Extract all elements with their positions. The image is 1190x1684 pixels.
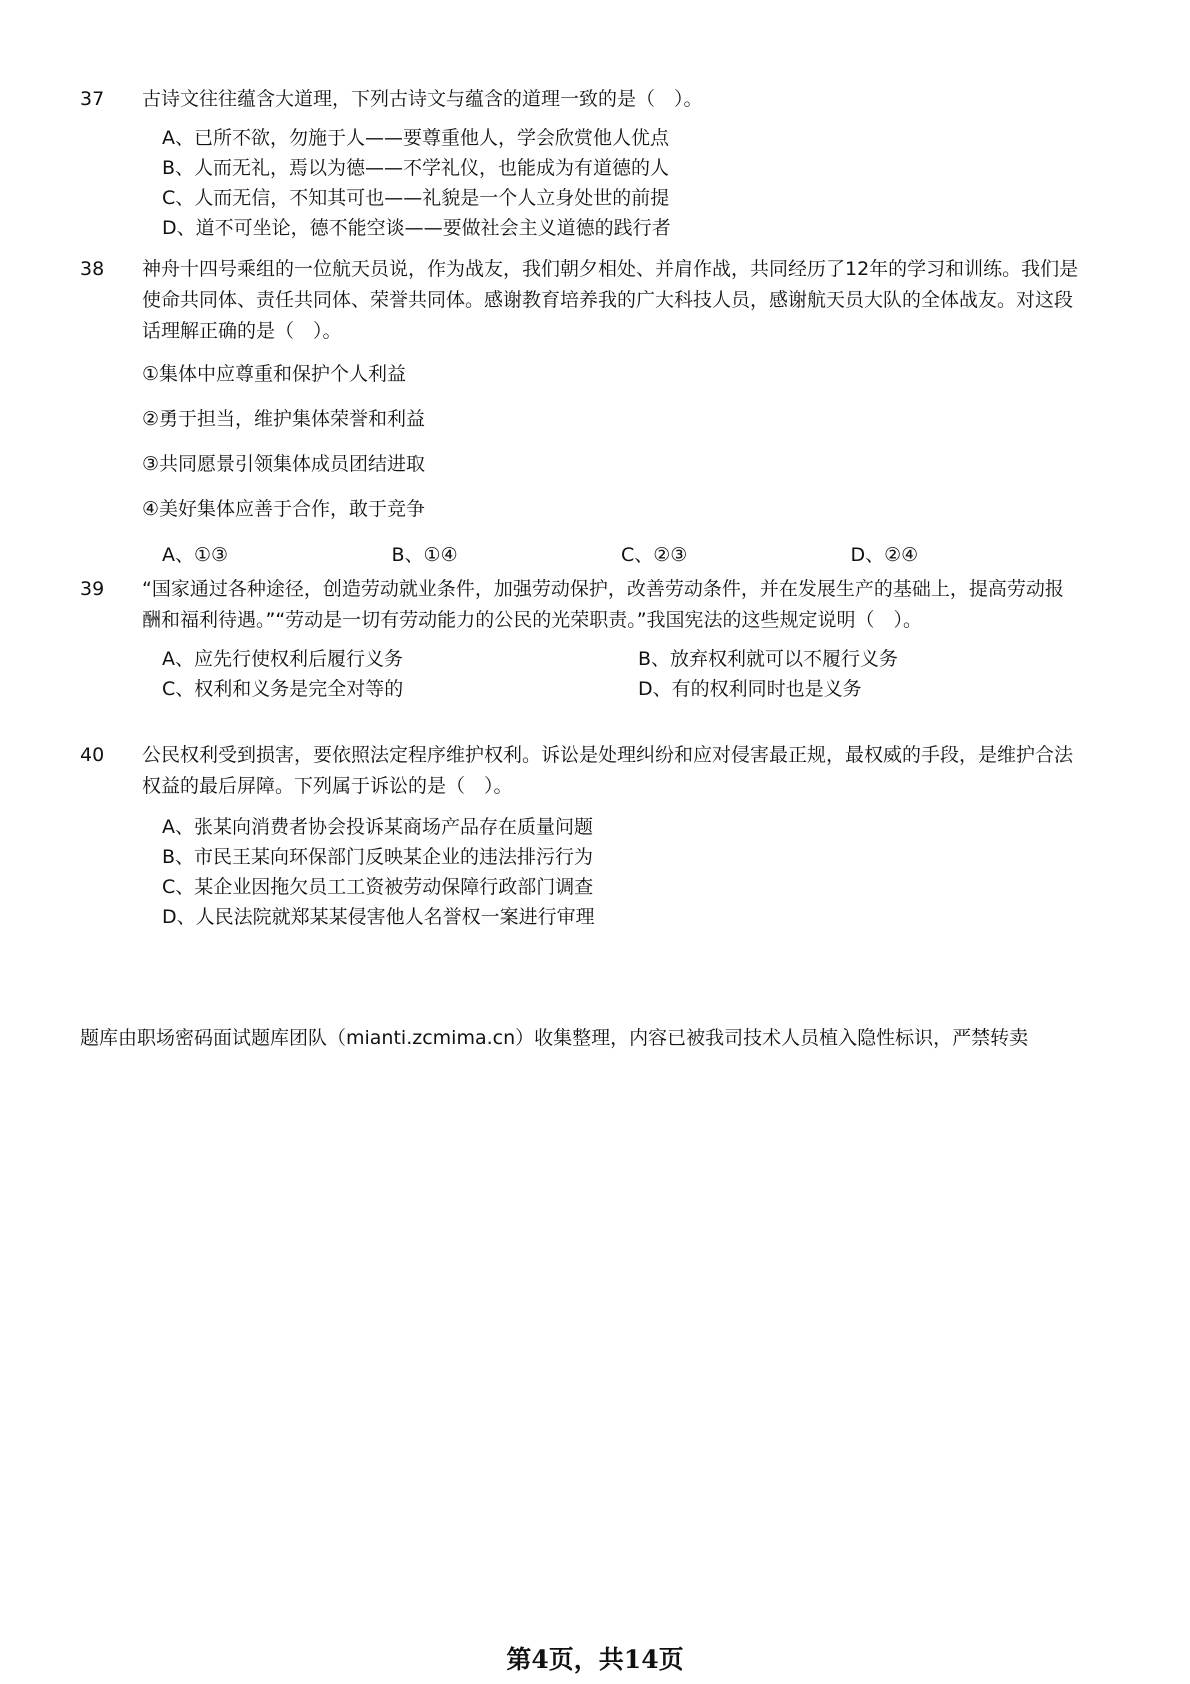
option-list — [162, 644, 1080, 704]
statement-list — [142, 359, 1080, 539]
question-stem: 神舟十四号乘组的一位航天员说，作为战友，我们朝夕相处、并肩作战，共同经历了12年的学习和训练。我们是使命共同体、责任共同体、荣誉共同体。感谢教育培养我的广大科技人员，感谢航天员大队的全体战友。对这段话理解正确的是（ ）。 — [142, 258, 1079, 342]
option-a[interactable]: A、应先行使权利后履行义务 — [162, 648, 403, 670]
option-d[interactable]: D、人民法院就郑某某侵害他人名誉权一案进行审理 — [162, 906, 595, 928]
option-c[interactable]: C、②③ — [621, 544, 688, 566]
question-40 — [80, 740, 1080, 932]
option-b[interactable]: B、人而无礼，焉以为德——不学礼仪，也能成为有道德的人 — [162, 157, 670, 179]
question-38 — [80, 254, 1080, 570]
page-footer: 第4页，共14页 — [506, 1645, 684, 1674]
option-a[interactable]: A、已所不欲，勿施于人——要尊重他人，学会欣赏他人优点 — [162, 127, 669, 149]
statement-2: ②勇于担当，维护集体荣誉和利益 — [142, 408, 426, 430]
option-a[interactable]: A、①③ — [162, 544, 229, 566]
question-number: 38 — [80, 258, 105, 280]
option-b[interactable]: B、①④ — [391, 544, 458, 566]
option-c[interactable]: C、人而无信，不知其可也——礼貌是一个人立身处世的前提 — [162, 187, 670, 209]
statement-4: ④美好集体应善于合作，敢于竞争 — [142, 498, 426, 520]
option-d[interactable]: D、有的权利同时也是义务 — [638, 678, 862, 700]
question-number: 37 — [80, 88, 105, 110]
option-list — [162, 540, 1080, 570]
question-stem: “国家通过各种途径，创造劳动就业条件，加强劳动保护，改善劳动条件，并在发展生产的基础上，提高劳动报酬和福利待遇。”“劳动是一切有劳动能力的公民的光荣职责。”我国宪法的这些规定说明（ ）。 — [142, 578, 1064, 631]
option-a[interactable]: A、张某向消费者协会投诉某商场产品存在质量问题 — [162, 816, 593, 838]
source-note: 题库由职场密码面试题库团队（mianti.zcmima.cn）收集整理，内容已被我司技术人员植入隐性标识，严禁转卖 — [80, 1027, 1029, 1049]
option-b[interactable]: B、市民王某向环保部门反映某企业的违法排污行为 — [162, 846, 594, 868]
question-39 — [80, 574, 1080, 704]
option-list — [162, 812, 1080, 932]
statement-1: ①集体中应尊重和保护个人利益 — [142, 363, 407, 385]
question-stem: 公民权利受到损害，要依照法定程序维护权利。诉讼是处理纠纷和应对侵害最正规，最权威的手段，是维护合法权益的最后屏障。下列属于诉讼的是（ ）。 — [142, 744, 1074, 797]
question-number: 40 — [80, 744, 105, 766]
option-c[interactable]: C、某企业因拖欠员工工资被劳动保障行政部门调查 — [162, 876, 594, 898]
option-d[interactable]: D、道不可坐论，德不能空谈——要做社会主义道德的践行者 — [162, 217, 671, 239]
question-37 — [80, 84, 1080, 243]
statement-3: ③共同愿景引领集体成员团结进取 — [142, 453, 426, 475]
option-d[interactable]: D、②④ — [850, 544, 919, 566]
option-b[interactable]: B、放弃权利就可以不履行义务 — [638, 648, 899, 670]
option-list — [162, 123, 1080, 243]
option-c[interactable]: C、权利和义务是完全对等的 — [162, 678, 404, 700]
question-stem: 古诗文往往蕴含大道理，下列古诗文与蕴含的道理一致的是（ ）。 — [142, 88, 703, 110]
question-number: 39 — [80, 578, 105, 600]
